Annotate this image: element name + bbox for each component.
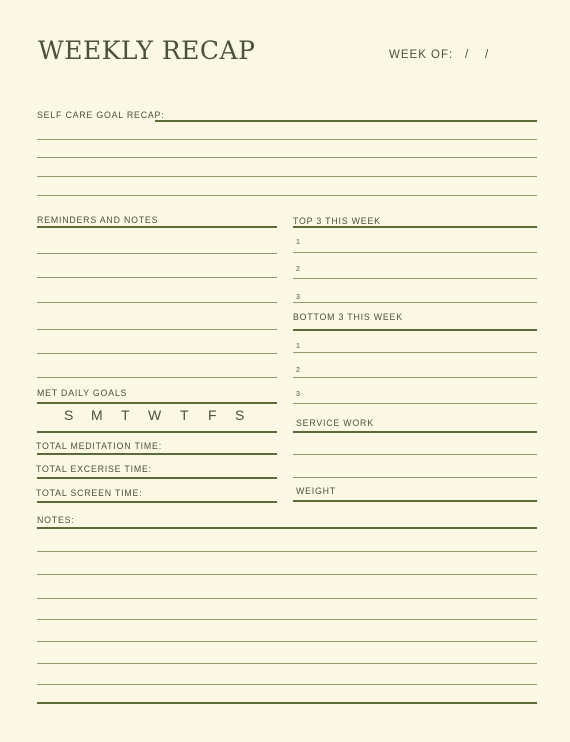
writing-line bbox=[37, 684, 537, 685]
writing-line bbox=[37, 574, 537, 575]
writing-line bbox=[293, 403, 537, 404]
writing-line bbox=[37, 641, 537, 642]
week-of-separator: / bbox=[485, 49, 489, 61]
total-exercise-time-label: TOTAL EXCERISE TIME: bbox=[36, 464, 152, 474]
writing-line bbox=[37, 329, 277, 330]
writing-line bbox=[37, 195, 537, 196]
bottom-3-item-number: 3 bbox=[296, 391, 300, 398]
writing-line bbox=[37, 598, 537, 599]
top-3-item-number: 1 bbox=[296, 239, 300, 246]
writing-line bbox=[293, 454, 537, 455]
day-saturday: S bbox=[235, 407, 245, 423]
page-title: WEEKLY RECAP bbox=[38, 36, 256, 65]
day-tuesday: T bbox=[121, 407, 130, 423]
day-friday: F bbox=[208, 407, 217, 423]
writing-line bbox=[37, 176, 537, 177]
day-monday: M bbox=[91, 407, 103, 423]
day-thursday: T bbox=[180, 407, 189, 423]
bottom-3-label: BOTTOM 3 THIS WEEK bbox=[293, 312, 403, 322]
writing-line bbox=[293, 252, 537, 253]
total-meditation-time-label: TOTAL MEDITATION TIME: bbox=[36, 441, 162, 451]
writing-line bbox=[155, 120, 537, 122]
writing-line bbox=[37, 663, 537, 664]
top-3-label: TOP 3 THIS WEEK bbox=[293, 216, 381, 226]
week-of-separator: / bbox=[465, 49, 469, 61]
writing-line bbox=[37, 551, 537, 552]
bottom-3-item-number: 1 bbox=[296, 343, 300, 350]
section-rule bbox=[37, 431, 277, 433]
day-sunday: S bbox=[64, 407, 74, 423]
weight-label: WEIGHT bbox=[296, 486, 336, 496]
top-3-item-number: 3 bbox=[296, 294, 300, 301]
section-rule bbox=[37, 453, 277, 455]
reminders-and-notes-label: REMINDERS AND NOTES bbox=[37, 215, 159, 225]
writing-line bbox=[37, 302, 277, 303]
bottom-3-item-number: 2 bbox=[296, 367, 300, 374]
writing-line bbox=[293, 377, 537, 378]
section-rule bbox=[37, 402, 277, 404]
writing-line bbox=[37, 139, 537, 140]
writing-line bbox=[293, 352, 537, 353]
section-rule bbox=[37, 702, 537, 704]
writing-line bbox=[37, 353, 277, 354]
total-screen-time-label: TOTAL SCREEN TIME: bbox=[36, 488, 143, 498]
writing-line bbox=[37, 377, 277, 378]
day-wednesday: W bbox=[148, 407, 162, 423]
writing-line bbox=[293, 278, 537, 279]
section-rule bbox=[37, 477, 277, 479]
section-rule bbox=[37, 226, 277, 228]
notes-label: NOTES: bbox=[37, 515, 75, 525]
week-of-label: WEEK OF: bbox=[389, 49, 454, 61]
section-rule bbox=[293, 226, 537, 228]
writing-line bbox=[293, 302, 537, 303]
met-daily-goals-label: MET DAILY GOALS bbox=[37, 388, 128, 398]
self-care-goal-recap-label: SELF CARE GOAL RECAP: bbox=[37, 110, 165, 120]
top-3-item-number: 2 bbox=[296, 266, 300, 273]
section-rule bbox=[37, 501, 277, 503]
section-rule bbox=[293, 329, 537, 331]
section-rule bbox=[293, 500, 537, 502]
writing-line bbox=[37, 277, 277, 278]
section-rule bbox=[37, 527, 537, 529]
writing-line bbox=[293, 477, 537, 478]
writing-line bbox=[37, 157, 537, 158]
writing-line bbox=[37, 253, 277, 254]
service-work-label: SERVICE WORK bbox=[296, 418, 374, 428]
section-rule bbox=[293, 431, 537, 433]
writing-line bbox=[37, 619, 537, 620]
